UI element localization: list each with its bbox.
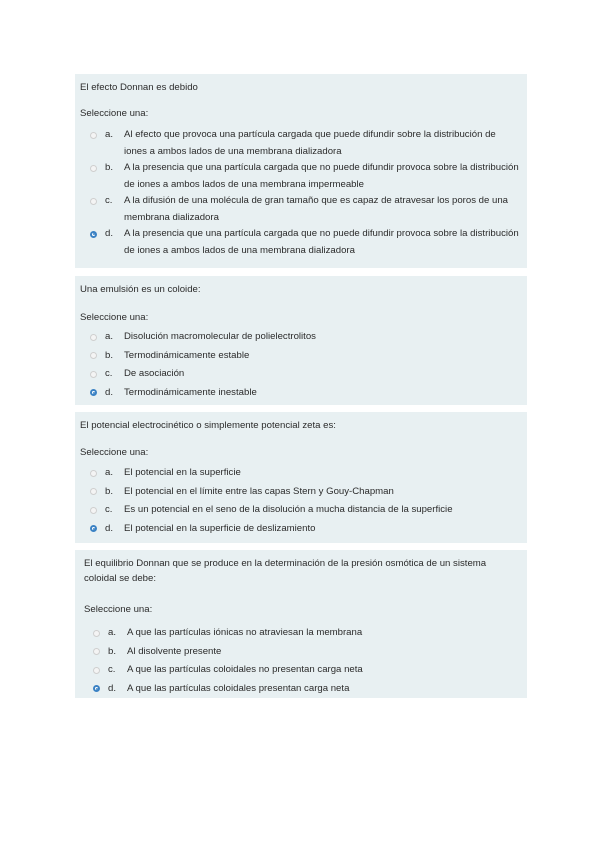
option-letter: a. bbox=[105, 331, 114, 342]
option-letter: d. bbox=[105, 228, 114, 239]
answer-option-c[interactable] bbox=[90, 502, 519, 519]
radio-button[interactable] bbox=[93, 667, 100, 674]
option-text: A la presencia que una partícula cargada que no puede difundir provoca sobre la distribución de iones a ambos lados de una membrana dializadora bbox=[124, 228, 519, 256]
answer-option-a[interactable] bbox=[90, 127, 519, 160]
option-text: A que las partículas iónicas no atraviesan la membrana bbox=[127, 627, 363, 638]
option-text: El potencial en el límite entre las capas Stern y Gouy-Chapman bbox=[124, 485, 394, 497]
answer-option-d[interactable] bbox=[90, 226, 519, 259]
answer-option-b[interactable] bbox=[90, 348, 519, 365]
option-letter: d. bbox=[105, 386, 114, 398]
option-letter: c. bbox=[108, 664, 116, 675]
option-letter: b. bbox=[108, 645, 117, 657]
answer-option-b[interactable] bbox=[90, 160, 519, 193]
option-text: Termodinámicamente estable bbox=[124, 349, 250, 361]
option-text: A la presencia que una partícula cargada que no puede difundir provoca sobre la distribución de iones a ambos lados de una membrana impermeable bbox=[124, 162, 519, 190]
question-text: Una emulsión es un coloide: bbox=[80, 284, 201, 295]
option-letter: a. bbox=[105, 129, 114, 140]
radio-button[interactable] bbox=[90, 352, 97, 359]
option-letter: b. bbox=[105, 162, 114, 173]
answer-option-c[interactable] bbox=[90, 193, 519, 226]
option-letter: a. bbox=[108, 627, 117, 638]
option-letter: b. bbox=[105, 485, 114, 497]
option-text: A que las partículas coloidales presentan carga neta bbox=[127, 682, 350, 694]
select-prompt: Seleccione una: bbox=[80, 312, 149, 323]
answer-option-b[interactable] bbox=[90, 484, 519, 501]
radio-button[interactable] bbox=[90, 488, 97, 495]
option-letter: c. bbox=[105, 368, 113, 379]
radio-button-selected[interactable] bbox=[90, 389, 97, 396]
select-prompt: Seleccione una: bbox=[80, 447, 149, 458]
radio-button[interactable] bbox=[90, 470, 97, 477]
option-text: Es un potencial en el seno de la disolución a mucha distancia de la superficie bbox=[124, 504, 453, 515]
radio-button[interactable] bbox=[93, 648, 100, 655]
question-text: El potencial electrocinético o simplemente potencial zeta es: bbox=[80, 420, 336, 431]
question-card-2 bbox=[75, 276, 527, 405]
option-letter: a. bbox=[105, 467, 114, 478]
radio-button[interactable] bbox=[90, 334, 97, 341]
answer-option-d[interactable] bbox=[93, 681, 515, 698]
question-card-1 bbox=[75, 74, 527, 268]
select-prompt: Seleccione una: bbox=[84, 604, 153, 615]
answer-option-a[interactable] bbox=[90, 329, 519, 346]
radio-button[interactable] bbox=[90, 371, 97, 378]
answer-option-d[interactable] bbox=[90, 521, 519, 538]
option-letter: c. bbox=[105, 195, 113, 206]
option-letter: b. bbox=[105, 349, 114, 361]
radio-button-selected[interactable] bbox=[90, 231, 97, 238]
option-letter: d. bbox=[105, 522, 114, 534]
radio-button-selected[interactable] bbox=[93, 685, 100, 692]
option-text: Al efecto que provoca una partícula cargada que puede difundir sobre la distribución de iones a ambos lados de una membrana dializadora bbox=[124, 129, 496, 157]
answer-option-a[interactable] bbox=[93, 625, 515, 642]
radio-button[interactable] bbox=[90, 198, 97, 205]
option-text: El potencial en la superficie bbox=[124, 467, 241, 478]
radio-button[interactable] bbox=[90, 165, 97, 172]
option-letter: d. bbox=[108, 682, 117, 694]
answer-option-c[interactable] bbox=[93, 662, 515, 679]
option-text: El potencial en la superficie de deslizamiento bbox=[124, 522, 316, 534]
select-prompt: Seleccione una: bbox=[80, 108, 149, 119]
answer-option-c[interactable] bbox=[90, 366, 519, 383]
question-text: El efecto Donnan es debido bbox=[80, 82, 198, 93]
question-text: El equilibrio Donnan que se produce en la determinación de la presión osmótica de un sistema coloidal se debe: bbox=[84, 558, 487, 584]
option-text: Disolución macromolecular de polielectrolitos bbox=[124, 331, 316, 342]
radio-button[interactable] bbox=[90, 507, 97, 514]
radio-button[interactable] bbox=[90, 132, 97, 139]
option-text: Termodinámicamente inestable bbox=[124, 386, 257, 398]
answer-option-b[interactable] bbox=[93, 644, 515, 661]
radio-button[interactable] bbox=[93, 630, 100, 637]
radio-button-selected[interactable] bbox=[90, 525, 97, 532]
question-card-3 bbox=[75, 412, 527, 543]
answer-option-a[interactable] bbox=[90, 465, 519, 482]
option-text: A que las partículas coloidales no presentan carga neta bbox=[127, 664, 363, 675]
option-text: A la difusión de una molécula de gran tamaño que es capaz de atravesar los poros de una membrana dializadora bbox=[124, 195, 509, 223]
option-letter: c. bbox=[105, 504, 113, 515]
question-card-4 bbox=[75, 550, 527, 698]
option-text: Al disolvente presente bbox=[127, 645, 222, 657]
option-text: De asociación bbox=[124, 368, 185, 379]
answer-option-d[interactable] bbox=[90, 385, 519, 402]
